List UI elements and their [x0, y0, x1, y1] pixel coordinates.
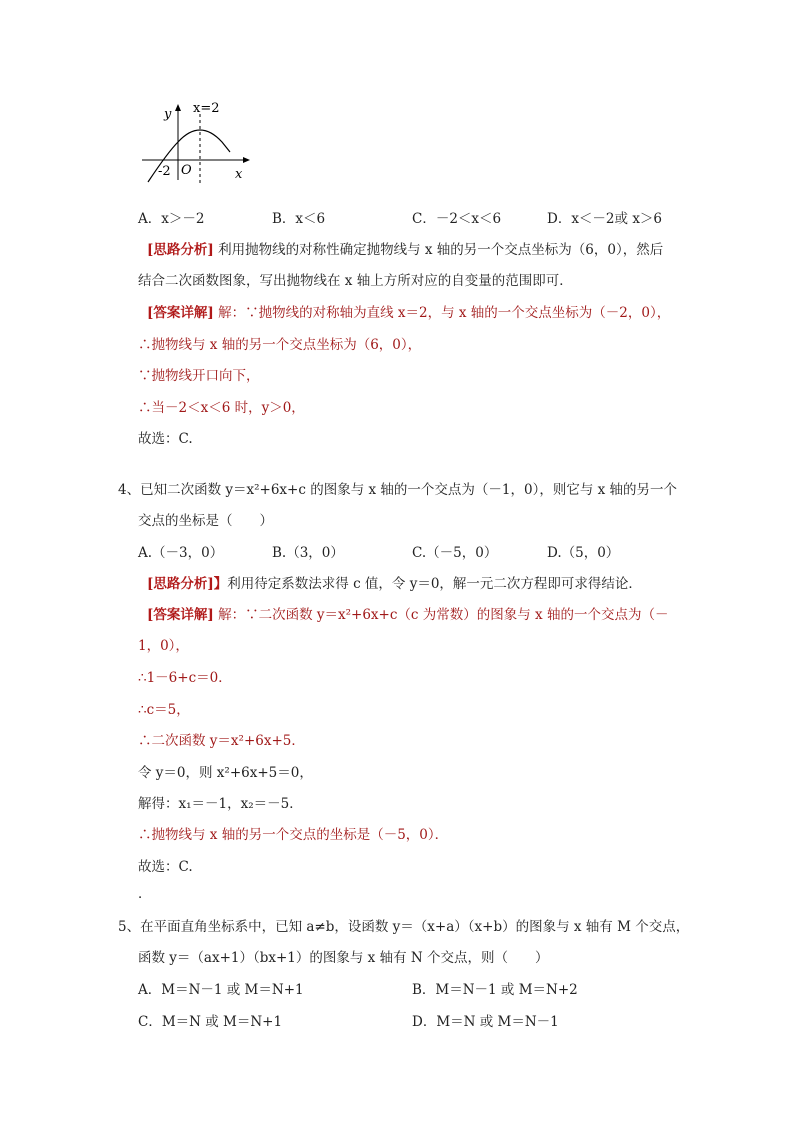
q3-answer-text1: 解：∵抛物线的对称轴为直线 x＝2，与 x 轴的一个交点坐标为（－2，0），: [213, 305, 671, 321]
q5-stem-line2: 函数 y＝（ax+1）（bx+1）的图象与 x 轴有 N 个交点，则（ ）: [138, 950, 549, 966]
q5-option-a[interactable]: A．M＝N－1 或 M＝N+1: [138, 982, 304, 998]
q3-answer-line5: 故选：C.: [138, 431, 193, 447]
q3-option-a[interactable]: A．x＞－2: [138, 211, 205, 227]
q4-analysis-line1: [147, 572, 642, 592]
q3-option-b[interactable]: B．x＜6: [272, 211, 326, 227]
q4-option-a[interactable]: A.（－3，0）: [138, 545, 224, 561]
q4-option-d[interactable]: D.（5，0）: [547, 545, 620, 561]
q3-option-c[interactable]: C．－2＜x＜6: [412, 211, 502, 227]
figure-x-label: x: [235, 167, 243, 182]
q4-answer-line9: 故选：C.: [138, 859, 193, 875]
q4-answer-line5: ∴二次函数 y＝x²+6x+5．: [138, 733, 305, 749]
q4-answer-tag: [答案详解]: [147, 607, 214, 623]
q4-answer-line4: ∴c＝5，: [138, 702, 190, 718]
figure-neg-label: -2: [158, 164, 171, 179]
q4-stem-line1: 4、已知二次函数 y＝x²+6x+c 的图象与 x 轴的一个交点为（－1，0），则它与 x 轴的另一个: [118, 482, 678, 498]
q4-option-c[interactable]: C.（－5，0）: [412, 545, 498, 561]
q3-answer-tag: [答案详解]: [147, 305, 214, 321]
figure-origin-label: O: [181, 163, 192, 178]
q4-option-b[interactable]: B.（3，0）: [272, 545, 344, 561]
q3-analysis-text1: 利用抛物线的对称性确定抛物线与 x 轴的另一个交点坐标为（6，0），然后: [213, 242, 664, 258]
q4-answer-text1: 解：∵二次函数 y＝x²+6x+c（c 为常数）的图象与 x 轴的一个交点为（－: [213, 607, 669, 623]
q5-option-b[interactable]: B．M＝N－1 或 M＝N+2: [412, 982, 578, 998]
figure-y-label: y: [164, 107, 172, 122]
q3-answer-line4: ∴当－2＜x＜6 时，y＞0，: [138, 400, 305, 416]
q4-analysis-text1: 利用待定系数法求得 c 值，令 y＝0，解一元二次方程即可求得结论．: [227, 576, 642, 592]
q3-analysis-tag: [思路分析]: [147, 242, 214, 258]
figure-axis-line-label: x=2: [193, 101, 220, 116]
q4-answer-line7: 解得：x₁＝－1，x₂＝－5．: [138, 796, 303, 812]
q4-answer-line6: 令 y＝0，则 x²+6x+5＝0，: [138, 765, 313, 781]
q3-answer-line1: [147, 301, 670, 321]
q4-answer-line3: ∴1－6+c＝0．: [138, 670, 232, 686]
parabola-figure: [138, 100, 253, 185]
q5-option-c[interactable]: C．M＝N 或 M＝N+1: [138, 1014, 283, 1030]
q5-option-d[interactable]: D．M＝N 或 M＝N－1: [412, 1014, 559, 1030]
q4-trailing-dot: ．: [138, 886, 152, 902]
q5-stem-line1: 5、在平面直角坐标系中，已知 a≠b，设函数 y＝（x+a）（x+b）的图象与 x 轴有 M 个交点，: [118, 919, 690, 935]
q3-analysis-line2: 结合二次函数图象，写出抛物线在 x 轴上方所对应的自变量的范围即可．: [138, 273, 573, 289]
q3-option-d[interactable]: D．x＜－2或 x＞6: [547, 211, 663, 227]
q3-answer-line3: ∵抛物线开口向下，: [138, 368, 260, 384]
q3-analysis-line1: [147, 238, 663, 258]
q4-analysis-tag: [思路分析]】: [147, 576, 228, 592]
q4-answer-line1: [147, 603, 668, 623]
q3-answer-line2: ∴抛物线与 x 轴的另一个交点坐标为（6，0），: [138, 337, 422, 353]
q4-answer-line2: 1，0），: [138, 638, 189, 654]
q4-stem-line2: 交点的坐标是（ ）: [138, 513, 273, 529]
q4-answer-line8: ∴抛物线与 x 轴的另一个交点的坐标是（－5，0）．: [138, 827, 449, 843]
